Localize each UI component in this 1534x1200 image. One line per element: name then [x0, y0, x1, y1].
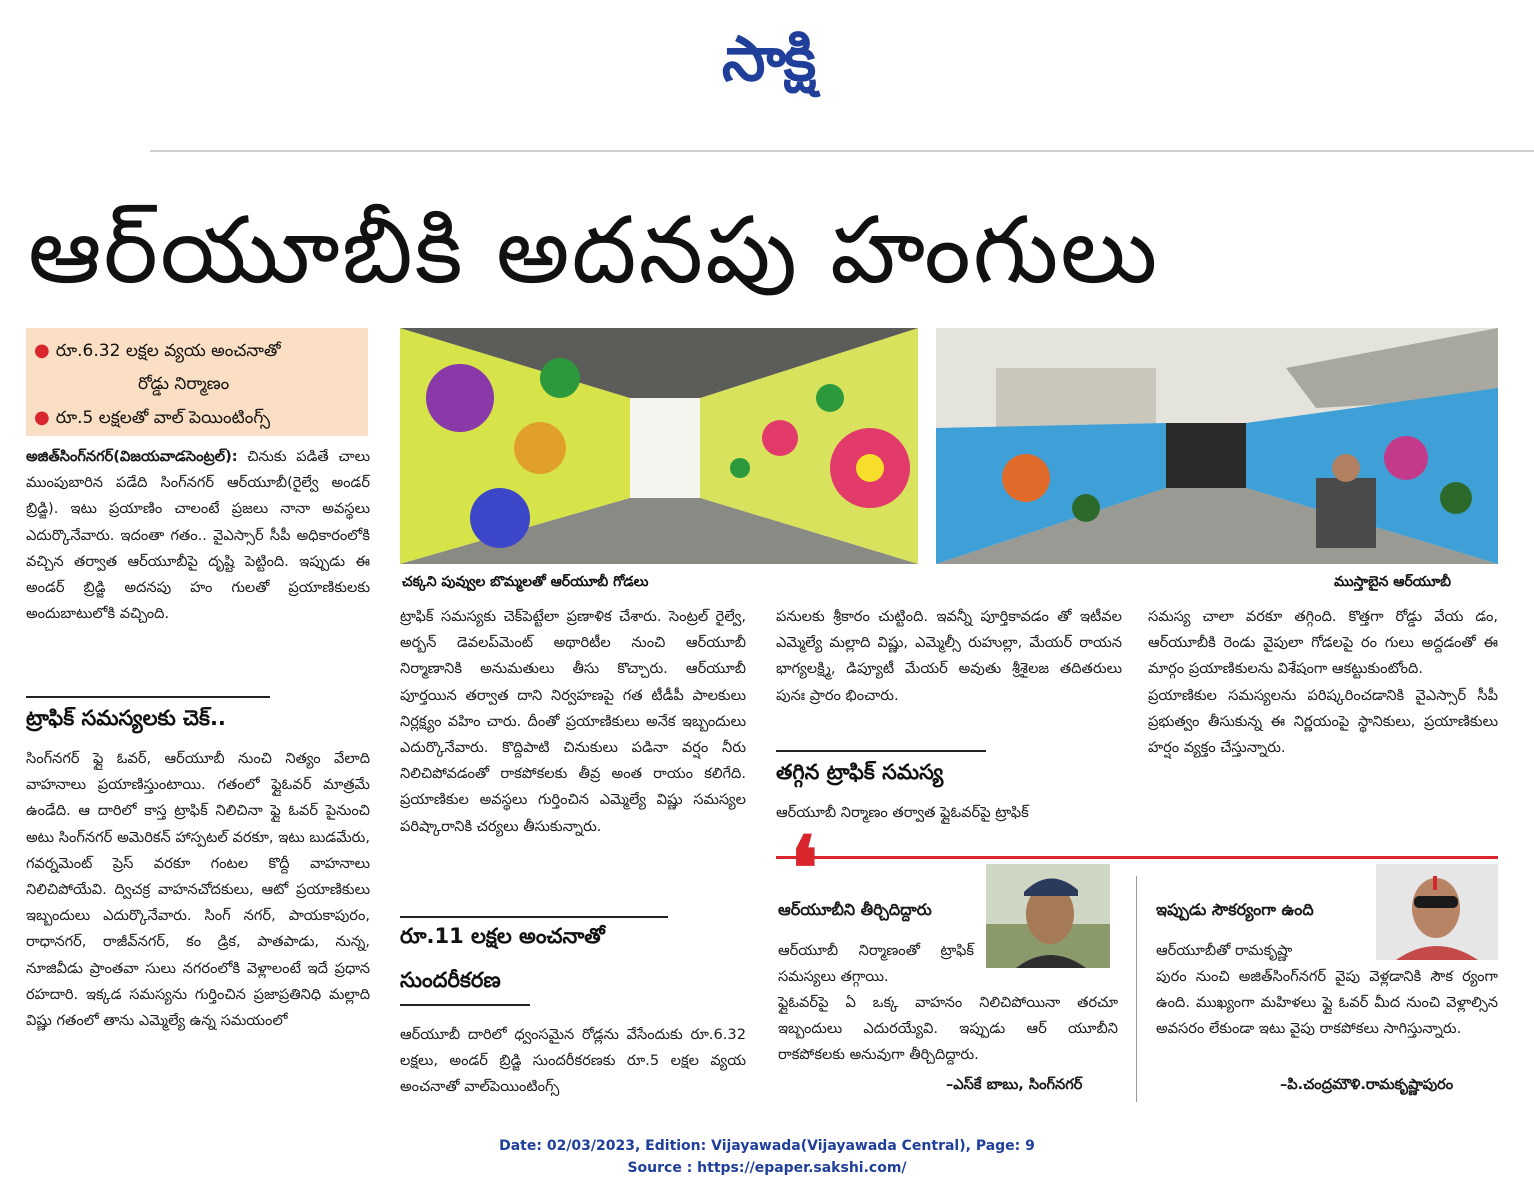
highlight-text: రూ.6.32 లక్షల వ్యయ అంచనాతో — [55, 341, 281, 361]
quote2-attribution: –పి.చంద్రమౌళి.రామకృష్ణాపురం — [1280, 1076, 1454, 1093]
bullet-icon: ● — [34, 340, 50, 361]
highlight-item — [34, 401, 360, 435]
footer-source-link[interactable]: Source : https://epaper.sakshi.com/ — [627, 1160, 907, 1176]
subhead-beautification-line2: సుందరీకరణ — [400, 968, 501, 992]
sakshi-logo: సాక్షి — [721, 22, 815, 95]
tunnel-flowers-image — [400, 328, 918, 564]
article-column-1-cont — [26, 746, 370, 1034]
paragraph-text: పనులకు శ్రీకారం చుట్టింది. ఇవన్నీ పూర్తికావడం తో ఇటీవల ఎమ్మెల్యే మల్లాది విష్ణు, ఎమ్మెల్సీ రుహుల్లా, మేయర్‌ రాయన భాగ్యలక్ష్మి, డిప్యూటీ మేయర్‌ అవుతు శ్రీశైలజ తదితరులు పునః ప్రారం భించారు. — [776, 608, 1122, 704]
photo-caption-right: ముస్తాబైన ఆర్‌యూబీ — [1334, 574, 1451, 590]
article-column-2 — [400, 604, 746, 840]
quote-section-rule — [776, 856, 1498, 859]
footer-edition-info: Date: 02/03/2023, Edition: Vijayawada(Vijayawada Central), Page: 9 — [499, 1138, 1035, 1154]
subhead-rule — [776, 750, 986, 752]
quote1-text-wide: ఫ్లైఓవర్‌పై ఏ ఒక్క వాహనం నిలిచిపోయినా తరచూ ఇబ్బందులు ఎదురయ్యేవి. ఇప్పుడు ఆర్‌ యూబీని రాకపోకలకు అనువుగా తీర్చిదిద్దారు. — [778, 994, 1118, 1064]
quote2-text-wide: పురం నుంచి అజిత్‌సింగ్‌నగర్‌ వైపు వెళ్లడానికి సౌక ర్యంగా ఉంది. ముఖ్యంగా మహిళలు ఫ్లై ఓవర్‌ మీద నుంచి వెళ్లాల్సిన అవసరం లేకుండా ఇటు వైపు రాకపోకలు సాగిస్తున్నారు. — [1156, 968, 1498, 1038]
paragraph-text: సింగ్‌నగర్‌ ఫ్లై ఓవర్‌, ఆర్‌యూబీ నుంచి నిత్యం వేలాది వాహనాలు ప్రయాణిస్తుంటాయి. గతంలో ఫ్లైఓవర్‌ మాత్రమే ఉండేది. ఆ దారిలో కాస్త ట్రాఫిక్‌ నిలిచినా ఫ్లై ఓవర్‌ పైనుంచి అటు సింగ్‌నగర్‌ అమెరికన్‌ హాస్పటల్‌ వరకూ, ఇటు బుడమేరు, గవర్నమెంట్‌ ప్రెస్‌ వరకూ గంటల కొద్దీ వాహనాలు నిలిచిపోయేవి. ద్విచక్ర వాహనచోదకులు, ఆటో ప్రయాణికులు ఇబ్బందులు ఎదుర్కొనేవారు. సింగ్‌ నగర్‌, పాయకాపురం, రాధానగర్‌, రాజీవ్‌నగర్‌, కం డ్రిక, పాతపాడు, నున్న, నూజివీడు ప్రాంతవా సులు నగరంలోకి వెళ్లాలంటే ఇదే ప్రధాన రహదారి. ఇక్కడ సమస్యను గుర్తించిన ప్రజాప్రతినిధి మల్లాది విష్ణు గతంలో తాను ఎమ్మెల్యే ఉన్న సమయంలో — [26, 750, 370, 1030]
quote1-portrait — [986, 864, 1110, 968]
quote2-title: ఇప్పుడు సౌకర్యంగా ఉంది — [1156, 900, 1314, 919]
article-column-2-cont — [400, 1022, 746, 1101]
masthead-divider — [150, 150, 1534, 152]
paragraph-text: చినుకు పడితే చాలు ముంపుబారిన పడేది సింగ్‌నగర్‌ ఆర్‌యూబీ(రైల్వే అండర్‌ బ్రిడ్జి). ఇటు ప్రయాణిం చాలంటే ప్రజలు నానా అవస్థలు ఎదుర్కొనేవారు. ఇదంతా గతం.. వైఎస్సార్‌ సీపీ అధికారంలోకి వచ్చిన తర్వాత ఆర్‌యూబీపై దృష్టి పెట్టింది. ఇప్పుడు ఈ అండర్‌ బ్రిడ్జి అదనపు హం గులతో ప్రయాణికులకు అందుబాటులోకి వచ్చింది. — [26, 448, 370, 623]
quote-mark-icon: ❛ — [790, 816, 819, 920]
highlight-text: రూ.5 లక్షలతో వాల్‌ పెయింటింగ్స్ — [55, 408, 270, 428]
dateline: అజిత్‌సింగ్‌నగర్‌(విజయవాడసెంట్రల్‌): — [26, 448, 238, 465]
subhead-rule — [26, 696, 270, 698]
paragraph-text: ప్రయాణికుల సమస్యలను పరిష్కరించడానికి వైఎస్సార్‌ సీపీ ప్రభుత్వం తీసుకున్న ఈ నిర్ణయంపై స్థానికులు, ప్రయాణికులు హర్షం వ్యక్తం చేస్తున్నారు. — [1148, 686, 1498, 757]
quote1-attribution: –ఎస్‌కే బాబు, సింగ్‌నగర్‌ — [946, 1076, 1083, 1093]
photo-caption-left: చక్కని పువ్వుల బొమ్మలతో ఆర్‌యూబీ గోడలు — [402, 574, 649, 590]
bullet-icon: ● — [34, 407, 50, 428]
subhead-reduced-traffic: తగ్గిన ట్రాఫిక్‌ సమస్య — [776, 760, 944, 784]
quote1-title: ఆర్‌యూబీని తీర్చిదిద్దారు — [778, 900, 932, 919]
paragraph-text: ఆర్‌యూబీ నిర్మాణం తర్వాత ఫ్లైఓవర్‌పై ట్రాఫిక్‌ — [776, 804, 1029, 821]
person-avatar-image — [986, 864, 1110, 968]
highlight-item — [34, 334, 360, 368]
quote1-text-narrow: ఆర్‌యూబీ నిర్మాణంతో ట్రాఫిక్‌ సమస్యలు తగ్గాయి. — [778, 942, 974, 986]
quote-divider — [1136, 876, 1137, 1102]
paragraph-text: ఆర్‌యూబీ దారిలో ధ్వంసమైన రోడ్లను వేసేందుకు రూ.6.32 లక్షలు, అండర్‌ బ్రిడ్జి సుందరీకరణకు రూ.5 లక్షల వ్యయ అంచనాతో వాల్‌పెయింటింగ్స్‌ — [400, 1026, 746, 1096]
photo-rub-entrance — [936, 328, 1498, 564]
paragraph-text: ట్రాఫిక్‌ సమస్యకు చెక్‌పెట్టేలా ప్రణాళిక చేశారు. సెంట్రల్‌ రైల్వే, అర్బన్‌ డెవలప్‌మెంట్‌ అథారిటీల నుంచి ఆర్‌యూబీ నిర్మాణానికి అనుమతులు తీసు కొచ్చారు. ఆర్‌యూబీ పూర్తయిన తర్వాత దాని నిర్వహణపై గత టీడీపీ పాలకులు నిర్లక్ష్యం వహిం చారు. దీంతో ప్రయాణికులు అనేక ఇబ్బందులు ఎదుర్కొనేవారు. కొద్దిపాటి చినుకులు పడినా వర్షం నీరు నిలిచిపోవడంతో రాకపోకలకు తీవ్ర అంత రాయం కలిగేది. ప్రయాణికుల అవస్థలు గుర్తించిన ఎమ్మెల్యే విష్ణు సమస్యల పరిష్కారానికి చర్యలు తీసుకున్నారు. — [400, 608, 746, 835]
article-column-1 — [26, 444, 370, 627]
article-column-3 — [776, 604, 1122, 709]
paragraph — [26, 444, 370, 627]
subhead-rule — [400, 1004, 530, 1006]
rub-scooter-image — [936, 328, 1498, 564]
headline: ఆర్‌యూబీకి అదనపు హంగులు — [28, 197, 1160, 304]
article-column-4 — [1148, 604, 1498, 761]
subhead-rule — [400, 916, 668, 918]
paragraph-text: సమస్య చాలా వరకూ తగ్గింది. కొత్తగా రోడ్డు వేయ డం, ఆర్‌యూబీకి రెండు వైపులా గోడలపై రం గులు అద్దడంతో ఈ మార్గం ప్రయాణికులను విశేషంగా ఆకట్టుకుంటోంది. — [1148, 608, 1498, 678]
quote2-portrait — [1376, 864, 1498, 960]
highlights-box — [26, 328, 368, 436]
highlight-item-continued: రోడ్డు నిర్మాణం — [138, 374, 230, 394]
quote2-text-narrow: ఆర్‌యూబీతో రామకృష్ణా — [1156, 942, 1293, 959]
person-avatar-image — [1376, 864, 1498, 960]
subhead-traffic-check: ట్రాఫిక్‌ సమస్యలకు చెక్‌.. — [26, 706, 226, 730]
article-column-3-cont — [776, 800, 1122, 826]
subhead-beautification-line1: రూ.11 లక్షల అంచనాతో — [400, 924, 605, 948]
photo-painted-tunnel — [400, 328, 918, 564]
